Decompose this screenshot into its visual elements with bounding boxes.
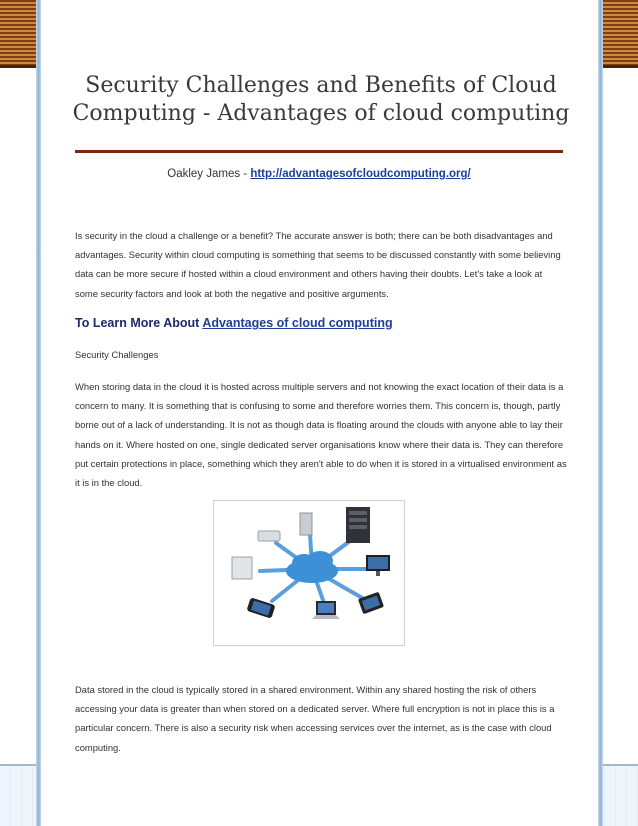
title-line-2: Computing - Advantages of cloud computing	[72, 101, 570, 126]
server-rack-icon	[346, 507, 370, 543]
tablet-icon	[358, 592, 384, 615]
cloud-network-illustration	[214, 501, 404, 645]
laptop-icon	[312, 601, 340, 619]
author-name: Oakley James -	[167, 168, 251, 180]
pc-box-icon	[232, 557, 252, 579]
desktop-tower-icon	[300, 513, 312, 535]
learn-more-heading	[75, 316, 567, 330]
cloud-network-figure	[213, 500, 405, 646]
shared-environment-paragraph: Data stored in the cloud is typically stored in a shared environment. Within any shared hosting the risk of others accessing your data is greater than when stored on a dedicated server. Where full encryption is not in place this is a particular concern. There is also a security risk when accessing services over the internet, as is the case with cloud computing.	[75, 684, 555, 753]
right-border-bar	[598, 0, 603, 826]
byline	[75, 168, 563, 180]
monitor-icon	[366, 555, 390, 576]
learn-more-prefix: To Learn More About	[75, 316, 203, 330]
website-link[interactable]: http://advantagesofcloudcomputing.org/	[250, 168, 471, 180]
document-title	[67, 72, 575, 128]
title-underline-rule	[75, 150, 563, 153]
advantages-link[interactable]: Advantages of cloud computing	[202, 316, 393, 330]
security-challenges-subheading: Security Challenges	[75, 349, 159, 360]
document-page	[41, 0, 598, 826]
title-line-1: Security Challenges and Benefits of Cloud	[85, 73, 557, 98]
router-icon	[258, 531, 280, 541]
intro-paragraph: Is security in the cloud a challenge or a benefit? The accurate answer is both; there can be both disadvantages and advantages. Security within cloud computing is something that seems to be discussed constantly with some believing data can be more secure if hosted within a cloud environment and others having their doubts. Let's take a look at some security factors and look at both the negative and positive arguments.	[75, 230, 561, 299]
challenges-paragraph: When storing data in the cloud it is hosted across multiple servers and not knowing the exact location of their data is a concern to many. It is something that is confusing to some and therefore worries them. This concern is, though, partly borne out of a lack of understanding. It is not as though data is floating around the clouds with anyone able to lay their hands on it. Where hosted on one, single dedicated server organisations know where their data is. They can therefore put certain protections in place, something which they aren't able to do when it is stored in a virtualised environment as it is in the cloud.	[75, 381, 567, 489]
